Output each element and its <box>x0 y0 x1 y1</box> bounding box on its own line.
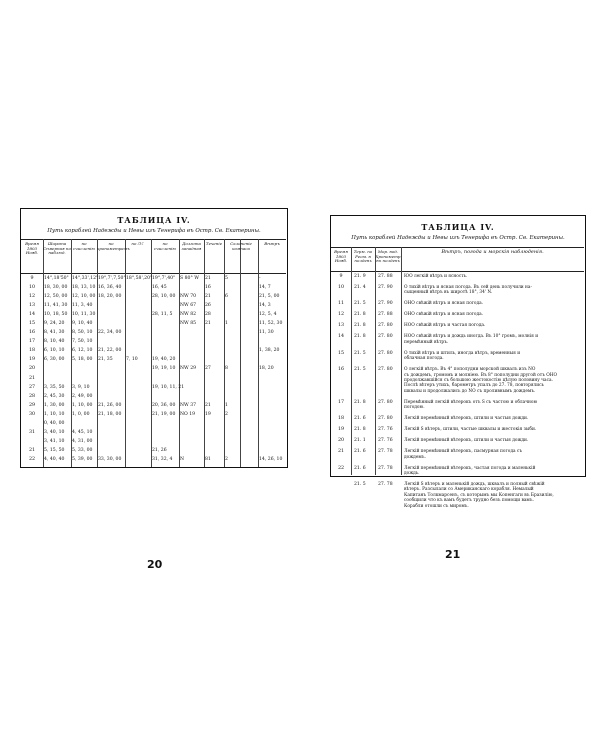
observation-line: Послѣ вѣтеръ утихъ, барометръ упалъ до 27. 78, повторялись <box>404 383 544 389</box>
left-row-date: 28 <box>28 393 36 399</box>
left-row-cell: 21, 26 <box>152 447 167 453</box>
left-row-date: 31 <box>28 429 36 435</box>
observation-line: НОО свѣжій вѣтръ и дождь иногда. Въ 10° громъ, молнія и <box>404 334 539 340</box>
right-row-observation <box>404 427 580 432</box>
left-row-date: 30 <box>28 411 36 417</box>
right-column-rule <box>375 247 376 475</box>
left-row-cell: 11, 3, 40 <box>72 303 93 309</box>
left-row-cell: 0, 40, 00 <box>44 420 65 426</box>
left-row-cell: 19°,7',7,50" <box>98 276 126 281</box>
left-column-header: Время 1803 Нояб. <box>25 241 39 256</box>
left-row-cell: 9, 24, 20 <box>44 321 65 327</box>
left-row-cell: 28, 11, 5 <box>152 312 173 318</box>
left-row-cell: - <box>259 276 261 281</box>
left-row-cell: 14, 26, 10 <box>259 456 283 462</box>
left-row-date: 16 <box>28 330 36 336</box>
left-row-cell: NW 37 <box>180 402 197 408</box>
left-column-rule <box>151 239 152 467</box>
left-row-cell: 5, 39, 00 <box>72 456 93 462</box>
left-row-cell: 19, 40, 20 <box>152 357 176 363</box>
right-row-barometer: 27. 76 <box>378 427 393 433</box>
left-row-cell: 18, 20 <box>259 366 274 372</box>
right-row-thermometer: 21. 6 <box>354 449 366 455</box>
observation-line: ОНО свѣжій вѣтръ и ясная погода. <box>404 312 484 318</box>
left-row-cell: 1, 10, 10 <box>44 411 65 417</box>
observation-line: дождь. <box>404 471 420 476</box>
right-column-header: Вѣтръ, погода и морскія наблюденія. <box>441 249 544 255</box>
left-row-cell: NW 29 <box>180 366 197 372</box>
right-row-thermometer: 21. 5 <box>354 367 366 373</box>
right-row-date: 19 <box>337 427 345 433</box>
right-row-thermometer: 21. 6 <box>354 416 366 422</box>
left-row-date: 18 <box>28 348 36 354</box>
right-row-thermometer: 21. 9 <box>354 274 366 279</box>
observation-line: Легкій перемѣнный вѣтерокъ, частая погода и маленькій <box>404 465 536 471</box>
left-row-cell: 1, 38, 20 <box>259 348 280 354</box>
left-row-date: 21 <box>28 447 36 453</box>
right-row-barometer: 27. 90 <box>378 301 393 307</box>
right-table-subtitle: Путь кораблей Надежды и Невы изъ Тенерифа въ Осmр. Св. Екатерины. <box>351 235 565 241</box>
right-row-date: 14 <box>337 334 345 340</box>
left-column-rule <box>125 239 126 467</box>
observation-line: ЮО легкій вѣтръ и ясность. <box>404 274 468 279</box>
right-row-thermometer: 21. 6 <box>354 465 366 471</box>
left-row-cell: 27 <box>205 366 211 372</box>
left-row-date: 20 <box>28 366 36 372</box>
right-row-date: 20 <box>337 438 345 444</box>
left-row-date: 12 <box>28 294 36 300</box>
right-row-observation <box>404 482 580 509</box>
left-row-cell: 21 <box>205 402 211 408</box>
left-row-cell: 11, 41, 30 <box>44 303 68 309</box>
right-header-bottom-rule <box>331 271 584 272</box>
left-row-date: 21 <box>28 375 36 381</box>
left-row-cell: 14°,18'50" <box>44 276 69 281</box>
right-row-date: 21 <box>337 449 345 455</box>
observation-line: Легкій перемѣнный вѣтерокъ, штили и частыя дожди. <box>404 416 529 422</box>
left-row-cell: 19 <box>205 411 211 417</box>
left-row-cell: 5, 18, 00 <box>72 357 93 363</box>
right-row-barometer: 27. 80 <box>378 350 393 356</box>
left-row-cell: 21 <box>205 294 211 300</box>
observation-line: Легкій S вѣтеръ и маленькій дождь, шквалъ и полный свѣжій <box>404 482 545 487</box>
left-row-cell: 1, 0, 00 <box>72 411 90 417</box>
left-row-cell: N <box>180 456 185 462</box>
left-row-cell: 1 <box>225 402 228 408</box>
left-row-cell: 21 <box>205 321 211 327</box>
left-row-cell: 6, 30, 00 <box>44 357 65 363</box>
right-row-barometer: 27. 80 <box>378 334 393 340</box>
observation-line: О тихій вѣтръ и ясная погода. Въ сей день получили на- <box>404 285 532 290</box>
right-row-thermometer: 21. 4 <box>354 285 366 290</box>
left-column-header: Теченіе <box>205 241 223 246</box>
left-row-date: 22 <box>28 456 36 462</box>
observation-line: погодою. <box>404 405 425 411</box>
right-row-barometer: 27. 80 <box>378 323 393 329</box>
left-row-cell: NO 19 <box>180 411 196 417</box>
left-row-date: 14 <box>28 312 36 318</box>
left-row-cell: 28 <box>205 312 211 318</box>
right-row-barometer: 27. 80 <box>378 367 393 373</box>
right-row-barometer: 27. 78 <box>378 449 393 455</box>
right-row-barometer: 27. 78 <box>378 465 393 471</box>
right-row-date: 13 <box>337 323 345 329</box>
right-row-thermometer: 21. 8 <box>354 312 366 318</box>
right-row-date: 22 <box>337 465 345 471</box>
left-row-cell: 12, 50, 00 <box>44 294 68 300</box>
left-row-cell: 21, 22, 00 <box>98 348 122 354</box>
left-row-cell: 2, 45, 30 <box>44 393 65 399</box>
left-table-page <box>20 208 288 468</box>
right-row-barometer: 27. 90 <box>378 285 393 290</box>
right-row-thermometer: 21. 5 <box>354 301 366 307</box>
observation-line: сообщили что къ вамъ будетъ трудно безъ помощи вамъ. <box>404 498 534 504</box>
left-row-date: 27 <box>28 384 36 390</box>
left-row-cell: 6, 10, 10 <box>44 348 65 354</box>
right-row-observation <box>404 351 580 362</box>
left-header-bottom-rule <box>21 273 286 274</box>
left-row-cell: 81 <box>205 456 211 462</box>
left-row-cell: 14, 7 <box>259 285 271 291</box>
right-row-barometer: 27. 80 <box>378 399 393 405</box>
left-column-header: Долгота западная <box>181 241 202 251</box>
left-row-cell: 5 <box>225 276 228 281</box>
left-row-cell: 19, 19, 10 <box>152 366 176 372</box>
left-row-date: 13 <box>28 303 36 309</box>
left-row-cell: 1, 10, 00 <box>72 402 93 408</box>
right-row-thermometer: 21. 8 <box>354 427 366 433</box>
page-number-right: 21 <box>445 548 461 561</box>
right-row-date: 18 <box>337 416 345 422</box>
left-row-date: 29 <box>28 402 36 408</box>
left-row-cell: 4, 45, 10 <box>72 429 93 435</box>
left-row-cell: 18°,58',20" <box>126 276 153 281</box>
left-row-cell: 12, 5, 4 <box>259 312 277 318</box>
right-row-observation <box>404 367 580 394</box>
left-column-rule <box>204 239 205 467</box>
right-row-observation <box>404 323 580 328</box>
right-row-thermometer: 21. 1 <box>354 438 366 444</box>
left-row-cell: 7, 10 <box>126 357 138 363</box>
left-row-cell: 6, 12, 10 <box>72 348 93 354</box>
left-column-header: Склоненіе компаса <box>230 241 252 251</box>
right-row-date: 17 <box>337 399 345 405</box>
left-row-cell: 9, 10, 40 <box>72 321 93 327</box>
left-row-cell: 8, 41, 30 <box>44 330 65 336</box>
observation-line: О тихій вѣтръ и штиль, иногда вѣтръ, временныя и <box>404 350 521 356</box>
observation-line: вѣтеръ. Разсылали со Американскаго корабля. Немалый <box>404 487 534 493</box>
observation-line: дождемъ. <box>404 454 426 460</box>
left-row-cell: 14°,33',12" <box>72 276 99 281</box>
right-row-observation <box>404 466 580 477</box>
left-row-cell: 8, 50, 10 <box>72 330 93 336</box>
right-column-header: Мор. вод. Хронометр въ полдень <box>375 249 401 264</box>
right-column-rule <box>351 247 352 475</box>
left-row-cell: 21, 35 <box>98 357 113 363</box>
left-row-cell: 19°,7',40" <box>152 276 176 281</box>
left-column-rule <box>179 239 180 467</box>
right-row-thermometer: 21. 5 <box>354 482 366 487</box>
left-column-header: Вѣтръ <box>264 241 280 246</box>
right-row-barometer: 27. 80 <box>378 416 393 422</box>
right-row-date: 16 <box>337 367 345 373</box>
right-row-date: 10 <box>337 285 345 290</box>
left-row-date: 9 <box>30 276 34 281</box>
right-row-observation <box>404 285 580 296</box>
right-row-observation <box>404 438 580 443</box>
left-column-header: по счисленію <box>154 241 176 251</box>
right-row-barometer: 27. 76 <box>378 438 393 444</box>
left-column-header: Широта Сѣверная по наблюд. <box>43 241 71 256</box>
right-row-barometer: 27. 88 <box>378 312 393 318</box>
observation-line: ОНО свѣжій вѣтръ и ясная погода. <box>404 301 484 307</box>
left-row-date: 19 <box>28 357 36 363</box>
right-column-header: Время 1803 Нояб. <box>334 249 348 264</box>
observation-line: Легкій перемѣнный вѣтерокъ, штили и частыя дожди. <box>404 438 529 444</box>
left-row-cell: 16, 45 <box>152 285 167 291</box>
left-row-cell: 10, 18, 50 <box>44 312 68 318</box>
left-row-cell: NW 85 <box>180 321 197 327</box>
left-row-cell: 3, 9, 10 <box>72 384 90 390</box>
left-column-rule <box>224 239 225 467</box>
left-row-cell: 1 <box>225 321 228 327</box>
left-table-subtitle: Путь кораблей Надежды и Невы изъ Тенерифа въ Осmр. Св. Екатерины. <box>47 228 261 234</box>
right-row-thermometer: 21. 5 <box>354 350 366 356</box>
right-row-date: 12 <box>337 312 345 318</box>
left-row-cell: 20, 36, 00 <box>152 402 176 408</box>
left-row-cell: 3, 40, 10 <box>44 429 65 435</box>
left-row-cell: 14, 3 <box>259 303 271 309</box>
left-header-top-rule <box>21 239 286 240</box>
observation-line: Корабли отошли съ миромъ. <box>404 503 469 509</box>
left-row-cell: 26 <box>205 303 211 309</box>
left-row-cell: 2, 49, 00 <box>72 393 93 399</box>
observation-line: облачная погода. <box>404 356 444 362</box>
left-row-cell: 19, 10, 11, 21 <box>152 384 185 390</box>
right-table-title: ТАБЛИЦА IV. <box>421 222 495 232</box>
left-row-cell: 5, 33, 00 <box>72 447 93 453</box>
observation-line: Легкій перемѣнный вѣтерокъ, пасмурная погода съ <box>404 449 523 455</box>
left-row-cell: 8, 10, 40 <box>44 339 65 345</box>
left-row-cell: NW 82 <box>180 312 197 318</box>
left-row-cell: 3, 41, 10 <box>44 438 65 444</box>
left-row-cell: 8 <box>225 366 228 372</box>
observation-line: Легкій S вѣтеръ, штили, частые шквалы и жестокія зыби. <box>404 427 537 433</box>
right-table-page <box>330 215 586 509</box>
left-row-date: 15 <box>28 321 36 327</box>
right-row-thermometer: 21. 8 <box>354 323 366 329</box>
right-row-date: 11 <box>337 301 345 307</box>
left-row-date: 17 <box>28 339 36 345</box>
left-row-cell: 2 <box>225 411 228 417</box>
right-row-barometer: 27. 78 <box>378 482 393 487</box>
left-row-cell: 11, 30 <box>259 330 274 336</box>
left-row-cell: 21 <box>205 276 211 281</box>
right-row-observation <box>404 301 580 306</box>
right-column-rule <box>401 247 402 475</box>
right-row-observation <box>404 274 580 279</box>
right-row-observation <box>404 400 580 411</box>
right-row-observation <box>404 334 580 345</box>
right-row-thermometer: 21. 8 <box>354 399 366 405</box>
left-row-cell: 33, 30, 00 <box>98 456 122 462</box>
left-row-cell: 6 <box>225 294 228 300</box>
left-row-cell: 18, 20, 00 <box>98 294 122 300</box>
left-row-cell: NW 67 <box>180 303 197 309</box>
left-row-cell: NW 70 <box>180 294 197 300</box>
right-row-barometer: 27. 88 <box>378 274 393 279</box>
left-row-cell: 21, 26, 00 <box>98 402 122 408</box>
observation-line: Перемѣнный легкій вѣтерокъ отъ S съ частою и облачною <box>404 399 538 405</box>
left-column-header: по Л☾ <box>131 241 145 246</box>
observation-line: продолжавшійся съ большою жестокостію цѣлую половину часа. <box>404 378 553 383</box>
right-row-thermometer: 21. 8 <box>354 334 366 340</box>
left-row-cell: 3, 35, 50 <box>44 384 65 390</box>
observation-line: съ дождемъ, громомъ и молніею. Въ 8° пополудни другой отъ ОНО <box>404 372 558 378</box>
right-row-observation <box>404 312 580 317</box>
left-row-cell: 16, 36, 40 <box>98 285 122 291</box>
left-row-cell: 7, 50, 10 <box>72 339 93 345</box>
observation-line: перемѣнный вѣтръ. <box>404 339 449 345</box>
left-row-cell: 31, 32, 4 <box>152 456 173 462</box>
left-column-header: по счисленію <box>73 241 95 251</box>
left-row-date: 10 <box>28 285 36 291</box>
left-row-cell: 1, 30, 00 <box>44 402 65 408</box>
right-row-date: 15 <box>337 350 345 356</box>
left-row-cell: S 80° W <box>180 276 199 281</box>
left-row-cell: 21, 5, 00 <box>259 294 280 300</box>
right-row-observation <box>404 449 580 460</box>
left-table-title: ТАБЛИЦА IV. <box>117 215 191 225</box>
page-number-left: 20 <box>147 558 163 571</box>
left-row-cell: 21, 18, 00 <box>98 411 122 417</box>
left-row-cell: 21, 19, 00 <box>152 411 176 417</box>
right-column-header: Терм. по Реом. в полдень <box>353 249 373 264</box>
observation-line: шквалы и продолжались до NO съ проливнымъ дождемъ. <box>404 388 536 394</box>
left-row-cell: 11, 52, 30 <box>259 321 283 327</box>
observation-line: Капитанъ Толкмарсенъ, съ которымъ мы Копенгаги въ Бразилію, <box>404 492 554 498</box>
left-column-rule <box>240 239 241 467</box>
left-row-cell: 4, 31, 00 <box>72 438 93 444</box>
right-row-observation <box>404 416 580 421</box>
observation-line: НОО свѣжій вѣтръ и частая погода. <box>404 323 486 329</box>
observation-line: О легкій вѣтръ. Въ 4° пополудни морской шквалъ изъ NO <box>404 367 536 373</box>
left-row-cell: 22, 34, 00 <box>98 330 122 336</box>
left-row-cell: 28, 10, 00 <box>152 294 176 300</box>
observation-line: сыщенный вѣтръ въ широтѣ 18°, 34' N. <box>404 290 493 296</box>
right-row-date: 9 <box>339 274 343 279</box>
left-row-cell: 16 <box>205 285 211 291</box>
left-row-cell: 10, 11, 30 <box>72 312 96 318</box>
left-column-header: по хронометрамъ <box>97 241 130 251</box>
left-row-cell: 18, 13, 10 <box>72 285 96 291</box>
left-row-cell: 2 <box>225 456 228 462</box>
left-row-cell: 5, 15, 50 <box>44 447 65 453</box>
left-row-cell: 18, 30, 00 <box>44 285 68 291</box>
right-header-top-rule <box>331 247 584 248</box>
left-row-cell: 12, 10, 00 <box>72 294 96 300</box>
left-row-cell: 4, 40, 40 <box>44 456 65 462</box>
